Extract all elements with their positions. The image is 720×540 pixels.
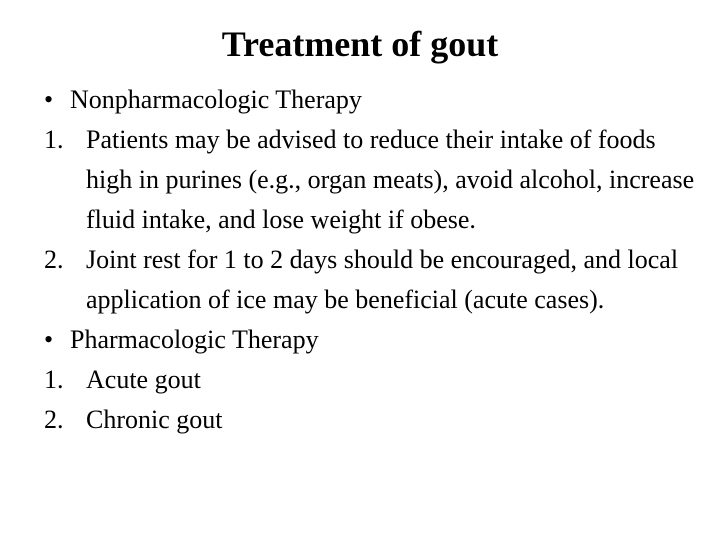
list-item-text: Pharmacologic Therapy [70,325,319,354]
list-item-bullet [44,320,704,360]
list-item-numbered [44,400,704,440]
bullet-marker: • [44,325,54,354]
number-marker: 1. [44,365,64,394]
list-item-numbered [44,360,704,400]
number-marker: 1. [44,125,64,154]
number-marker: 2. [44,245,64,274]
number-marker: 2. [44,405,64,434]
list-item-numbered [44,120,704,240]
slide-content [44,80,704,440]
list-item-text: Nonpharmacologic Therapy [70,85,362,114]
list-item-text: Joint rest for 1 to 2 days should be encouraged, and local application of ice may be beneficial (acute cases). [86,245,679,314]
slide-title: Treatment of gout [221,24,499,64]
list-item-text: Acute gout [86,365,201,394]
bullet-marker: • [44,85,54,114]
list-item-text: Chronic gout [86,405,223,434]
list-item-bullet [44,80,704,120]
list-item-numbered [44,240,704,320]
list-item-text: Patients may be advised to reduce their intake of foods high in purines (e.g., organ meats), avoid alcohol, increase fluid intake, and lose weight if obese. [86,125,695,234]
